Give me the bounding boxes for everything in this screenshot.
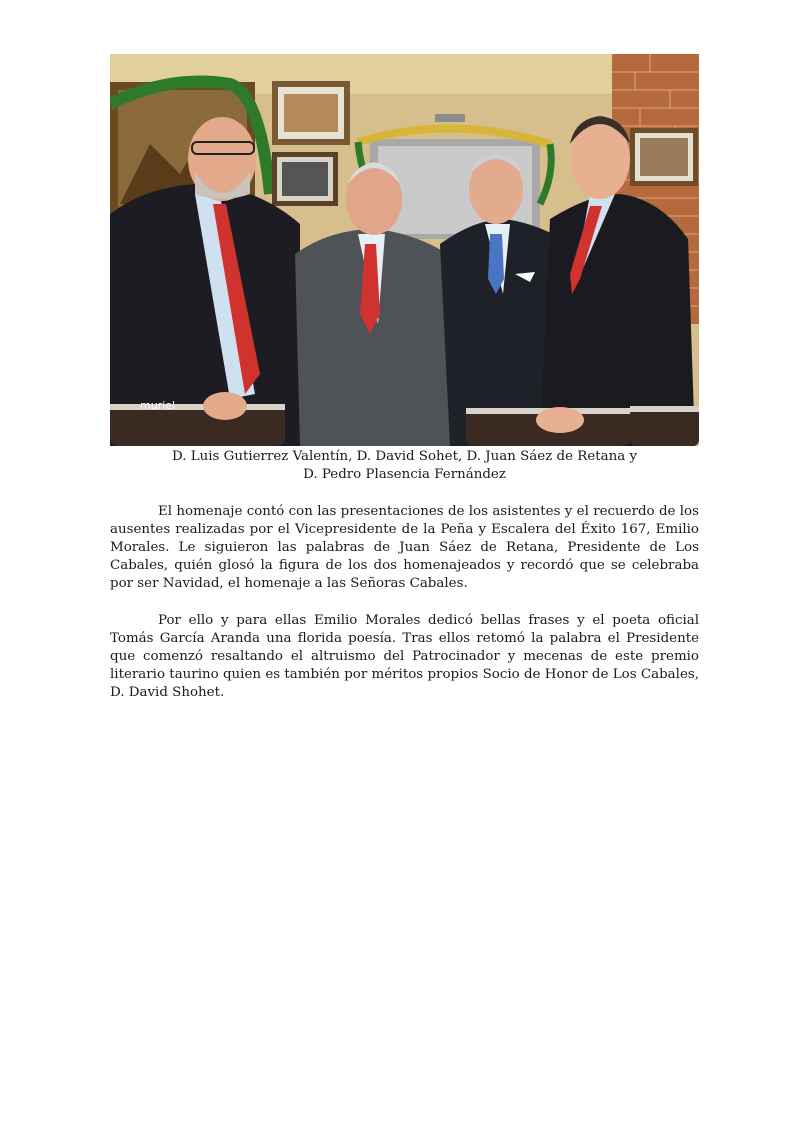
hand-right	[536, 407, 584, 433]
hand-left	[203, 392, 247, 420]
chair-right	[466, 406, 699, 446]
photo-caption	[110, 448, 699, 484]
body-paragraph-1: El homenaje contó con las presentaciones de los asistentes y el recuerdo de los ausentes realizadas por el Vicepresidente de la Peña y Escalera del Éxito 167, Emilio Morales. Le siguieron las palabras de Juan Sáez de Retana, Presidente de Los Cabales, quién glosó la figura de los dos homenajeados y recordó que se celebraba por ser Navidad, el homenaje a las Señoras Cabales.	[110, 504, 699, 591]
caption-line-2: D. Pedro Plasencia Fernández	[303, 467, 506, 482]
photo-credit: muriel	[140, 399, 176, 412]
body-paragraph-2: Por ello y para ellas Emilio Morales dedicó bellas frases y el poeta oficial Tomás García Aranda una florida poesía. Tras ellos retomó la palabra el Presidente que comenzó resaltando el altruismo del Patrocinador y mecenas de este premio literario taurino quien es también por méritos propios Socio de Honor de Los Cabales, D. David Shohet.	[110, 613, 699, 700]
framed-photo-middle	[272, 152, 338, 206]
framed-photo-top	[272, 81, 350, 145]
caption-line-1: D. Luis Gutierrez Valentín, D. David Sohet, D. Juan Sáez de Retana y	[171, 449, 638, 464]
group-photo-illustration	[110, 54, 699, 446]
framed-photo-right	[630, 128, 698, 186]
event-photo	[110, 54, 699, 446]
chair-left	[110, 404, 285, 446]
